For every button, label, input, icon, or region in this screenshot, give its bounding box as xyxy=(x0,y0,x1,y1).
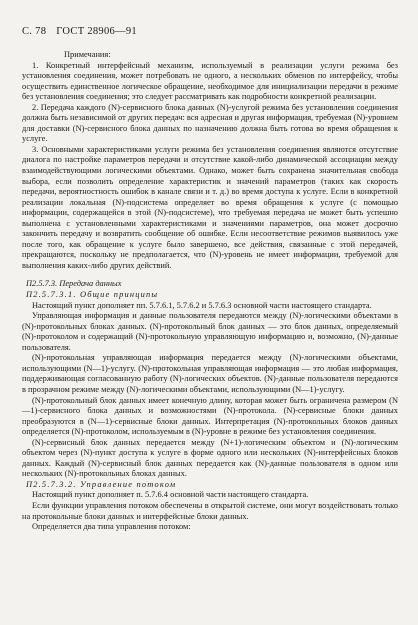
subsection-heading-flow-control: П2.5.7.3.2. Управление потоком xyxy=(26,479,177,489)
paragraph: Управляющая информация и данные пользователя передаются между (N)-логическими объектами в (N)-протокольных блоках данных. (N)-протокольный блок данных — это блок данных, определяемый (N)-протоколом и содержащий (N)-протокольную управляющую информацию и, возможно, (N)-данные пользователя. xyxy=(22,311,398,352)
body-text xyxy=(22,50,398,533)
paragraph: Определяется два типа управления потоком: xyxy=(32,522,191,532)
section-heading-data-transfer: П2.5.7.3. Передача данных xyxy=(26,279,122,289)
paragraph: (N)-протокольный блок данных имеет конечную длину, которая может быть ограничена размером (N—1)-сервисного блока данных и возможностями (N)-протокола. (N)-сервисные блоки данных преобразуются в (N—1)-сервисные блоки данных. Интерпретация (N)-протокольных блоков данных определяется (N)-протоколом, используемым в (N)-уровне в режиме без установления соединения. xyxy=(22,395,398,437)
paragraph: (N)-сервисный блок данных передается между (N+1)-логическим объектом и (N)-логическим объектом через (N)-пункт доступа к услуге в форме одного или нескольких (N)-интерфейсных блоков данных. Каждый (N)-сервисный блок данных передается как (N)-данные пользователя в одном или нескольких (N)-протокольных блоках данных. xyxy=(22,437,398,479)
notes-heading: Примечания: xyxy=(64,50,111,59)
note-2: 2. Передача каждого (N)-сервисного блока данных (N)-услугой режима без установления соединения должна быть независимой от других передач: вся адресная и другая информация, требуемая (N)-уровнем для доставки (N)-сервисного блока данных по назначению должна быть готова во время обращения к услуге. xyxy=(22,102,398,144)
paragraph: Если функции управления потоком обеспечены в открытой системе, они могут воздействовать только на протокольные блоки данных и интерфейсные блоки данных. xyxy=(22,500,398,521)
subsection-heading-general-principles: П2.5.7.3.1. Общие принципы xyxy=(26,290,159,300)
paragraph: Настоящий пункт дополняет пп. 5.7.6.1, 5.7.6.2 и 5.7.6.3 основной части настоящего стандарта. xyxy=(32,300,372,310)
paragraph: (N)-протокольная управляющая информация передается между (N)-логическими объектами, использующими (N—1)-услугу. (N)-протокольная управляющая информация — это любая информация, поддерживающая согласованную работу (N)-логических объектов. (N)-данные пользователя передаются в прозрачном режиме между (N)-логическими объектами, использующими (N—1)-услугу. xyxy=(22,353,398,394)
paragraph: Настоящий пункт дополняет п. 5.7.6.4 основной части настоящего стандарта. xyxy=(32,490,309,500)
page-header xyxy=(22,26,398,37)
note-3: 3. Основными характеристиками услуги режима без установления соединения являются отсутствие диалога по настройке параметров передачи и отсутствие какой-либо динамической ассоциации между взаимодействующими логическими объектами. Однако, может быть сохранена значительная свобода выбора, если позволить определение характеристик и значений параметров (таких как скорость передачи, вероятностность ошибок в канале связи и т. д.) во время доступа к услуге. Если в конкретной реализации локальная (N)-подсистема определяет во время обращения к услуге (с помощью информации, содержащейся в этой (N)-подсистеме), что требуемая передача не может быть успешно выполнена с установленными характеристиками и значениями параметров, она может досрочно закончить передачу и возвратить сообщение об ошибке. Если несоответствие режимов выявилось уже после того, как обращение к услуге было завершено, все действия, связанные с этой передачей, прекращаются, поскольку не предполагается, что (N)-уровень не имеет информации, требуемой для выполнения каких-либо других действий. xyxy=(22,144,398,270)
note-1: 1. Конкретный интерфейсный механизм, используемый в реализации услуги режима без установления соединения, может потребовать не одного, а нескольких обменов по интерфейсу, чтобы осуществить единственное логическое обращение, необходимое для инициализации передачи в режиме без установления соединения; это следует рассматривать как подробности конкретной реализации. xyxy=(22,60,398,102)
standard-code: ГОСТ 28906—91 xyxy=(56,26,137,37)
page-number: С. 78 xyxy=(22,26,47,37)
